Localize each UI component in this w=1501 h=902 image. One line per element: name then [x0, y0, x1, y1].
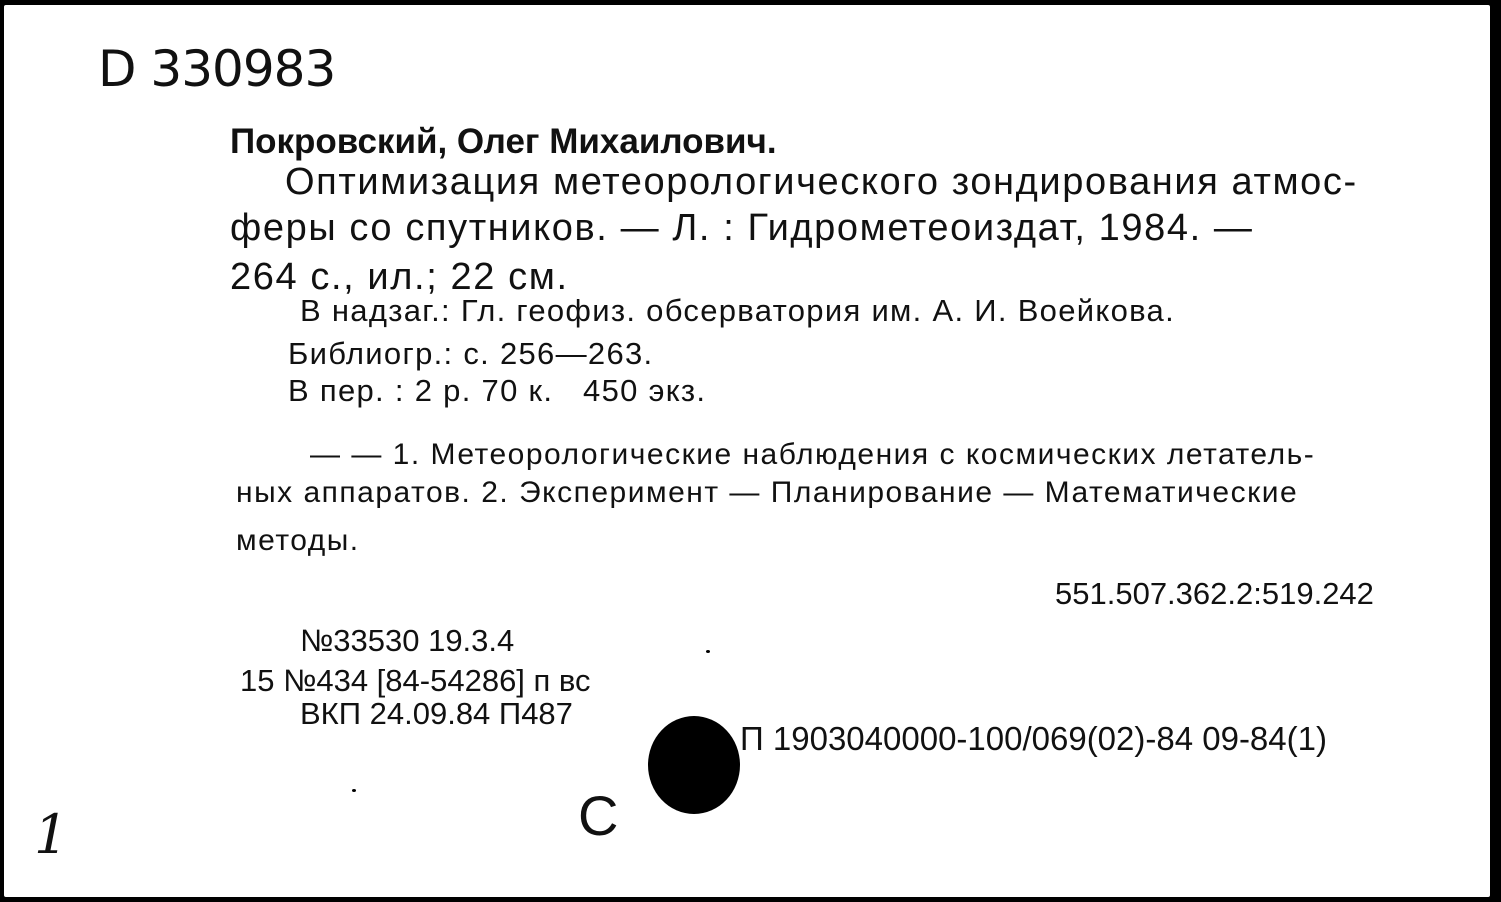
card-letter: С	[578, 784, 619, 847]
subject-line-1: — — 1. Метеорологические наблюдения с космических летатель-	[310, 438, 1316, 471]
ink-speck	[352, 789, 356, 792]
subject-line-2: ных аппаратов. 2. Эксперимент — Планирование — Математические	[236, 476, 1299, 509]
title-line-1: Оптимизация метеорологического зондирования атмос-	[285, 161, 1358, 203]
author-heading: Покровский, Олег Михаилович.	[230, 122, 777, 161]
inventory-line-1: №33530 19.3.4	[300, 623, 515, 658]
note-line-2: Библиогр.: с. 256—263.	[288, 336, 654, 371]
handwritten-mark: 1	[34, 803, 69, 866]
note-line-3: В пер. : 2 р. 70 к. 450 экз.	[288, 373, 707, 408]
punch-hole	[648, 716, 740, 814]
inventory-line-2: 15 №434 [84-54286] п вс	[240, 663, 591, 698]
udc-code: 551.507.362.2:519.242	[1055, 576, 1374, 611]
subject-line-3: методы.	[236, 524, 360, 557]
book-number: П 1903040000-100/069(02)-84 09-84(1)	[740, 720, 1327, 757]
call-number: D 330983	[98, 40, 336, 98]
ink-speck	[706, 650, 710, 653]
title-line-3: 264 с., ил.; 22 см.	[230, 256, 569, 298]
note-line-1: В надзаг.: Гл. геофиз. обсерватория им. А. И. Воейкова.	[300, 293, 1176, 328]
inventory-line-3: ВКП 24.09.84 П487	[300, 696, 573, 731]
title-line-2: феры со спутников. — Л. : Гидрометеоиздат, 1984. —	[230, 207, 1254, 249]
